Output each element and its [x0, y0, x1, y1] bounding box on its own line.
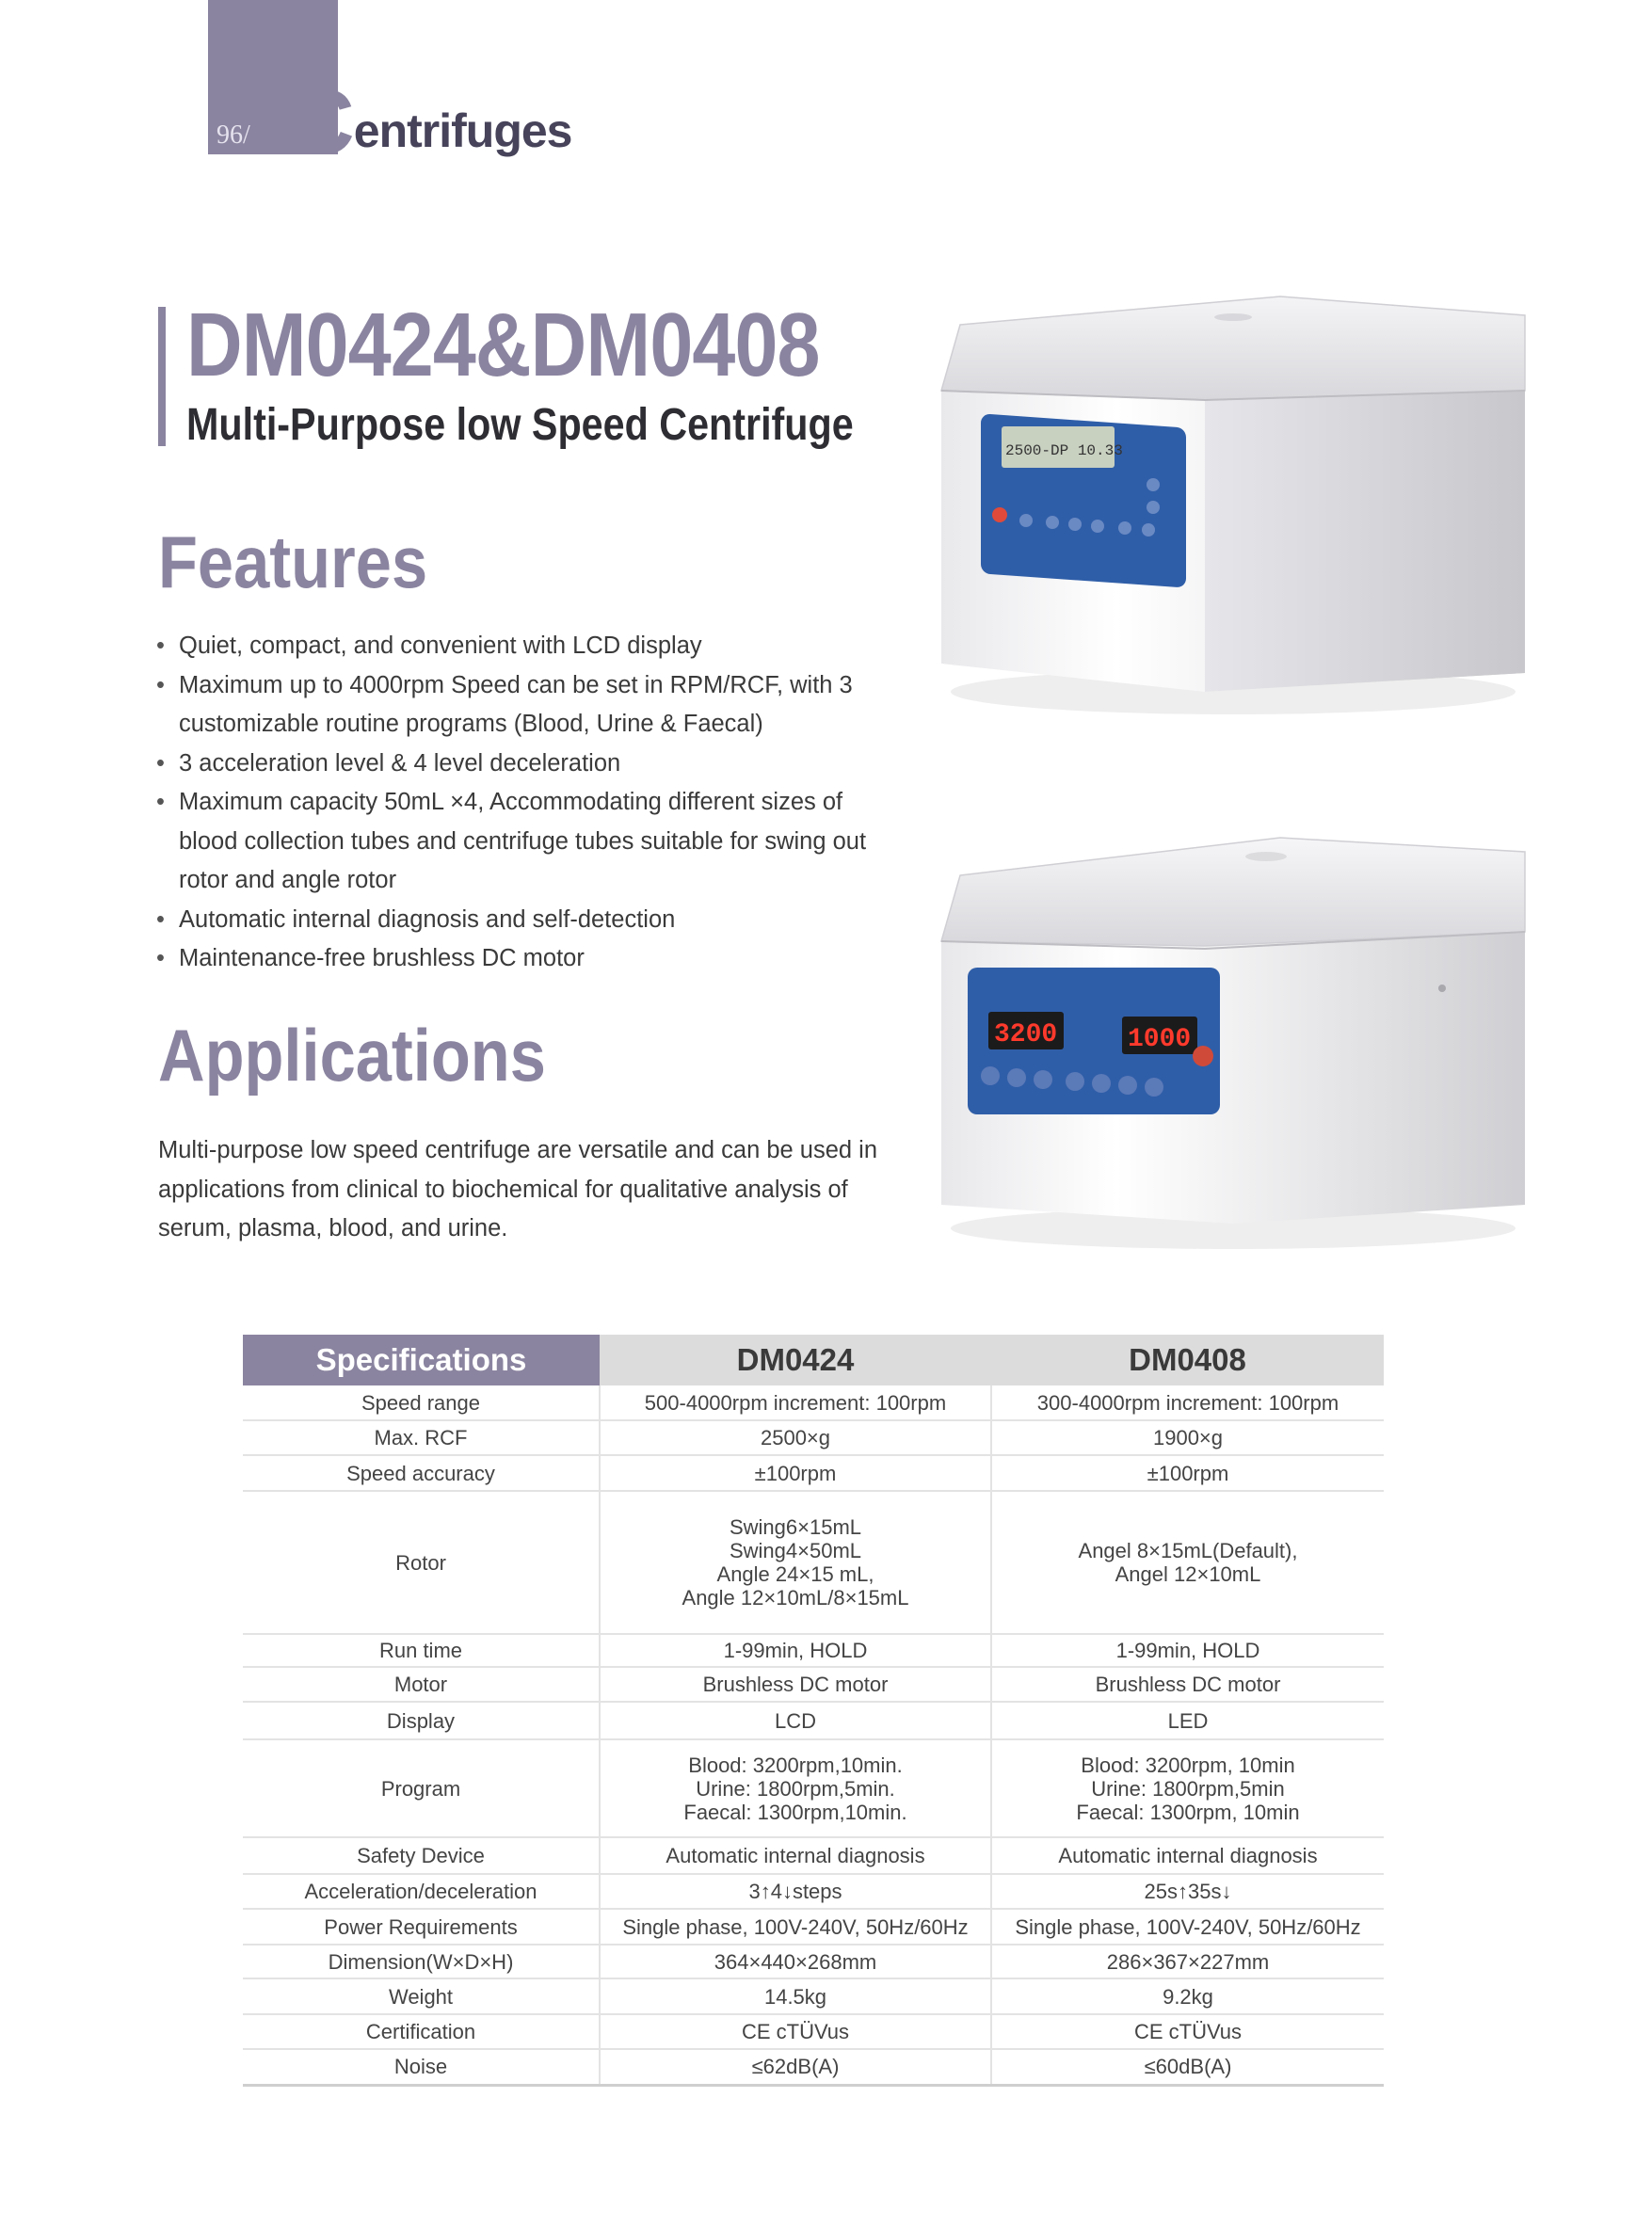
spec-label: Power Requirements [243, 1909, 600, 1945]
spec-label: Speed accuracy [243, 1455, 600, 1491]
dm0424-value: 500-4000rpm increment: 100rpm [600, 1385, 991, 1420]
specifications-table [243, 1335, 1384, 2087]
spec-label: Display [243, 1702, 600, 1739]
spec-label: Speed range [243, 1385, 600, 1420]
spec-label: Rotor [243, 1491, 600, 1634]
dm0408-value: ±100rpm [991, 1455, 1384, 1491]
dm0408-value: 1900×g [991, 1420, 1384, 1455]
accent-bar [158, 307, 166, 446]
spec-label: Program [243, 1739, 600, 1837]
feature-item: • Maximum up to 4000rpm Speed can be set in RPM/RCF, with 3 customizable routine programs (Blood, Urine & Faecal) [156, 666, 900, 745]
spec-label: Noise [243, 2049, 600, 2085]
dm0424-value: 1-99min, HOLD [600, 1634, 991, 1667]
feature-item: • 3 acceleration level & 4 level deceleration [156, 745, 900, 784]
dm0424-value: Swing6×15mL Swing4×50mL Angle 24×15 mL, Angle 12×10mL/8×15mL [600, 1491, 991, 1634]
spec-label: Certification [243, 2014, 600, 2049]
table-row [243, 1837, 1384, 1874]
dm0408-header: DM0408 [991, 1335, 1384, 1385]
spec-label: Weight [243, 1978, 600, 2014]
product-image-dm0424 [922, 278, 1544, 720]
led-speed-readout: 3200 [994, 1020, 1058, 1049]
feature-item: • Maintenance-free brushless DC motor [156, 939, 900, 979]
spec-label: Motor [243, 1667, 600, 1702]
table-row [243, 1945, 1384, 1978]
dm0424-value: Automatic internal diagnosis [600, 1837, 991, 1874]
applications-heading: Applications [158, 1014, 546, 1097]
section-title [288, 70, 572, 173]
dm0408-value: Automatic internal diagnosis [991, 1837, 1384, 1874]
table-row [243, 2049, 1384, 2085]
dm0408-value: 286×367×227mm [991, 1945, 1384, 1978]
dm0408-value: 9.2kg [991, 1978, 1384, 2014]
table-row [243, 1909, 1384, 1945]
table-row [243, 1667, 1384, 1702]
dm0424-value: LCD [600, 1702, 991, 1739]
features-heading: Features [158, 520, 428, 603]
dm0424-value: Blood: 3200rpm,10min. Urine: 1800rpm,5min. Faecal: 1300rpm,10min. [600, 1739, 991, 1837]
dm0424-value: ≤62dB(A) [600, 2049, 991, 2085]
table-row [243, 1739, 1384, 1837]
specifications-body [243, 1385, 1384, 2085]
specifications-header: Specifications [243, 1335, 600, 1385]
applications-text: Multi-purpose low speed centrifuge are versatile and can be used in applications from clinical to biochemical for qualitative analysis of serum, plasma, blood, and urine. [158, 1137, 878, 1241]
dm0424-header: DM0424 [600, 1335, 991, 1385]
model-subtitle: Multi-Purpose low Speed Centrifuge [186, 400, 854, 450]
feature-item: • Automatic internal diagnosis and self-detection [156, 901, 900, 940]
spec-label: Dimension(W×D×H) [243, 1945, 600, 1978]
page-number: 96/ [217, 120, 250, 150]
dm0408-value: 25s↑35s↓ [991, 1874, 1384, 1909]
spec-label: Run time [243, 1634, 600, 1667]
table-row [243, 1702, 1384, 1739]
table-header-row [243, 1335, 1384, 1385]
section-title-rest: entrifuges [353, 104, 572, 157]
feature-item: • Maximum capacity 50mL ×4, Accommodating different sizes of blood collection tubes and centrifuge tubes suitable for swing out rotor and angle rotor [156, 783, 900, 901]
dm0408-value: Single phase, 100V-240V, 50Hz/60Hz [991, 1909, 1384, 1945]
spec-label: Acceleration/deceleration [243, 1874, 600, 1909]
dm0408-value: 300-4000rpm increment: 100rpm [991, 1385, 1384, 1420]
dm0424-value: 14.5kg [600, 1978, 991, 2014]
dm0408-value: Blood: 3200rpm, 10min Urine: 1800rpm,5min Faecal: 1300rpm, 10min [991, 1739, 1384, 1837]
dm0408-value: ≤60dB(A) [991, 2049, 1384, 2085]
dm0408-value: CE cTÜVus [991, 2014, 1384, 2049]
dm0424-value: 2500×g [600, 1420, 991, 1455]
dm0408-value: Angel 8×15mL(Default), Angel 12×10mL [991, 1491, 1384, 1634]
dm0424-value: Brushless DC motor [600, 1667, 991, 1702]
table-row [243, 1491, 1384, 1634]
led-time-readout: 1000 [1128, 1025, 1192, 1054]
dm0408-value: LED [991, 1702, 1384, 1739]
table-row [243, 1874, 1384, 1909]
dm0424-value: Single phase, 100V-240V, 50Hz/60Hz [600, 1909, 991, 1945]
dm0424-value: CE cTÜVus [600, 2014, 991, 2049]
dm0408-value: Brushless DC motor [991, 1667, 1384, 1702]
section-initial: C [288, 70, 354, 173]
table-row [243, 1420, 1384, 1455]
spec-label: Max. RCF [243, 1420, 600, 1455]
product-image-dm0408 [922, 809, 1544, 1252]
features-list [156, 627, 900, 979]
table-row [243, 2014, 1384, 2049]
model-title: DM0424&DM0408 [186, 295, 820, 395]
feature-item: • Quiet, compact, and convenient with LCD display [156, 627, 900, 666]
dm0408-value: 1-99min, HOLD [991, 1634, 1384, 1667]
lcd-readout: 2500-DP 10.33 [1005, 442, 1123, 459]
dm0424-value: ±100rpm [600, 1455, 991, 1491]
table-row [243, 1634, 1384, 1667]
dm0424-value: 364×440×268mm [600, 1945, 991, 1978]
table-row [243, 1385, 1384, 1420]
table-row [243, 1978, 1384, 2014]
spec-label: Safety Device [243, 1837, 600, 1874]
table-row [243, 1455, 1384, 1491]
dm0424-value: 3↑4↓steps [600, 1874, 991, 1909]
